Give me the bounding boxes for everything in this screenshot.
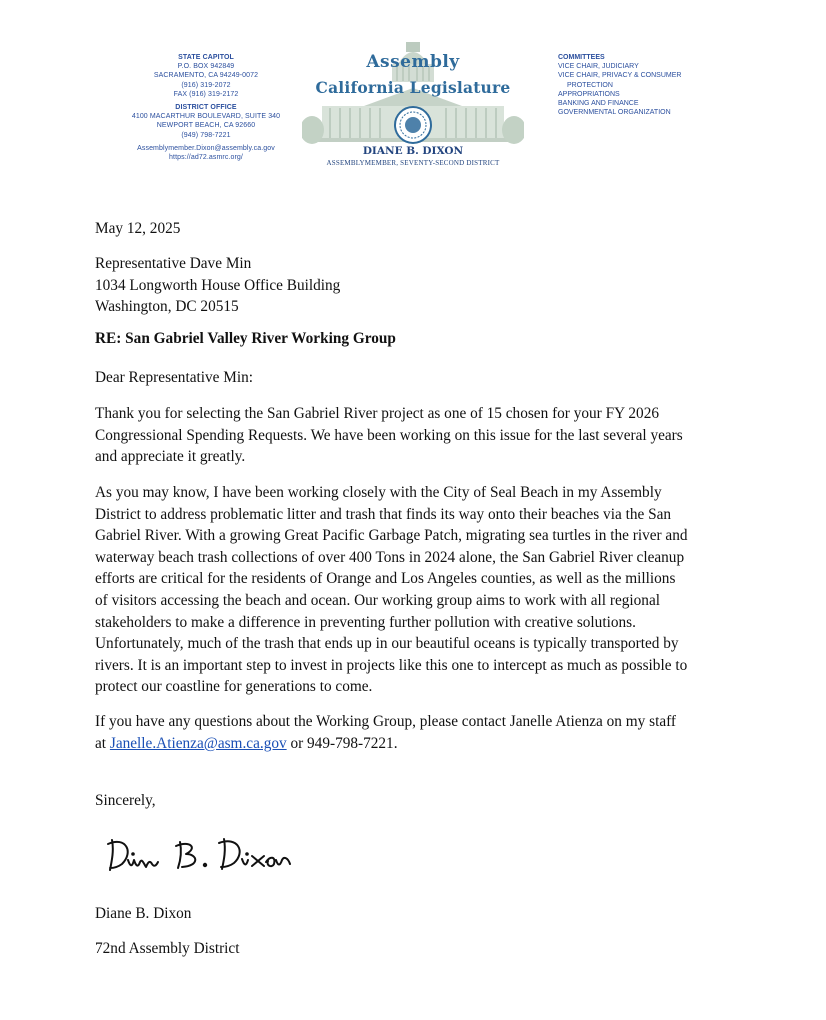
paragraph-line: and appreciate it greatly. xyxy=(95,448,246,466)
po-box: P.O. BOX 942849 xyxy=(177,63,235,71)
signer-name: Diane B. Dixon xyxy=(95,905,192,922)
committee-item: GOVERNMENTAL ORGANIZATION xyxy=(558,109,671,117)
member-title: ASSEMBLYMEMBER, SEVENTY-SECOND DISTRICT xyxy=(326,159,500,167)
capitol-city: SACRAMENTO, CA 94249-0072 xyxy=(153,72,259,80)
state-capitol-heading: STATE CAPITOL xyxy=(178,54,234,61)
letter-date: May 12, 2025 xyxy=(95,220,181,237)
committee-item: BANKING AND FINANCE xyxy=(558,100,639,108)
committee-item: PROTECTION xyxy=(567,81,613,89)
assembly-crest xyxy=(302,40,524,172)
paragraph-line: Gabriel River. With a growing Great Pacific Garbage Patch, migrating sea turtles in the river and xyxy=(95,527,688,545)
district-address: 4100 MACARTHUR BOULEVARD, SUITE 340 xyxy=(131,113,281,121)
handwritten-signature xyxy=(106,834,296,876)
paragraph-line: If you have any questions about the Working Group, please contact Janelle Atienza on my staff xyxy=(95,713,677,730)
contact-at: at xyxy=(95,734,110,752)
closing: Sincerely, xyxy=(95,792,156,809)
letterhead-website: https://ad72.asmrc.org/ xyxy=(169,154,243,162)
signer-district: 72nd Assembly District xyxy=(95,940,240,957)
member-name: DIANE B. DIXON xyxy=(362,145,464,157)
subject-line: RE: San Gabriel Valley River Working Group xyxy=(95,330,396,347)
district-city: NEWPORT BEACH, CA 92660 xyxy=(156,122,256,130)
salutation: Dear Representative Min: xyxy=(95,369,254,386)
committees-heading: COMMITTEES xyxy=(558,54,605,61)
recipient-name: Representative Dave Min xyxy=(95,255,252,272)
assembly-wordmark: Assembly xyxy=(366,52,460,72)
capitol-phone: (916) 319-2072 xyxy=(181,81,231,89)
paragraph-line: Thank you for selecting the San Gabriel River project as one of 15 chosen for your FY 2026 xyxy=(95,405,659,422)
contact-phone: or 949-798-7221. xyxy=(286,734,398,752)
committee-item: VICE CHAIR, PRIVACY & CONSUMER xyxy=(558,72,682,80)
paragraph-3 xyxy=(95,711,735,754)
paragraph-line: of visitors accessing the beach and ocean. Our working group aims to work with all regional xyxy=(95,591,660,609)
district-phone: (949) 798-7221 xyxy=(181,131,231,139)
letterhead-contact-block xyxy=(118,53,294,162)
paragraph-line: stakeholders to make a difference in preventing further pollution with creative solutions. xyxy=(95,613,636,631)
district-office-heading: DISTRICT OFFICE xyxy=(175,104,237,112)
paragraph-1 xyxy=(95,403,735,468)
paragraph-line: Unfortunately, much of the trash that ends up in our beautiful oceans is typically transported by xyxy=(95,635,679,653)
recipient-street: 1034 Longworth House Office Building xyxy=(95,276,341,294)
paragraph-line: protect our coastline for generations to come. xyxy=(95,678,373,696)
legislature-wordmark: California Legislature xyxy=(315,78,511,97)
committee-item: APPROPRIATIONS xyxy=(558,90,620,98)
committees-block xyxy=(558,53,728,117)
recipient-city: Washington, DC 20515 xyxy=(95,298,239,316)
contact-email-link[interactable]: Janelle.Atienza@asm.ca.gov xyxy=(109,734,287,752)
paragraph-line: District to address problematic litter and trash that finds its way onto their beaches via the San xyxy=(95,505,672,523)
paragraph-line: efforts are critical for the residents of Orange and Los Angeles counties, as well as the millions xyxy=(95,570,676,588)
paragraph-line: waterway beach trash collections of over 400 Tons in 2024 alone, the San Gabriel River cleanup xyxy=(95,548,685,566)
letterhead-email: Assemblymember.Dixon@assembly.ca.gov xyxy=(137,144,275,152)
paragraph-2 xyxy=(95,482,735,698)
recipient-address xyxy=(95,253,735,318)
contact-line xyxy=(95,733,735,755)
paragraph-line: rivers. It is an important step to invest in projects like this one to intercept as much as possible to xyxy=(95,656,688,674)
paragraph-line: As you may know, I have been working closely with the City of Seal Beach in my Assembly xyxy=(95,484,662,501)
capitol-fax: FAX (916) 319-2172 xyxy=(173,90,239,98)
paragraph-line: Congressional Spending Requests. We have been working on this issue for the last several years xyxy=(95,426,683,444)
committee-item: VICE CHAIR, JUDICIARY xyxy=(558,63,639,71)
